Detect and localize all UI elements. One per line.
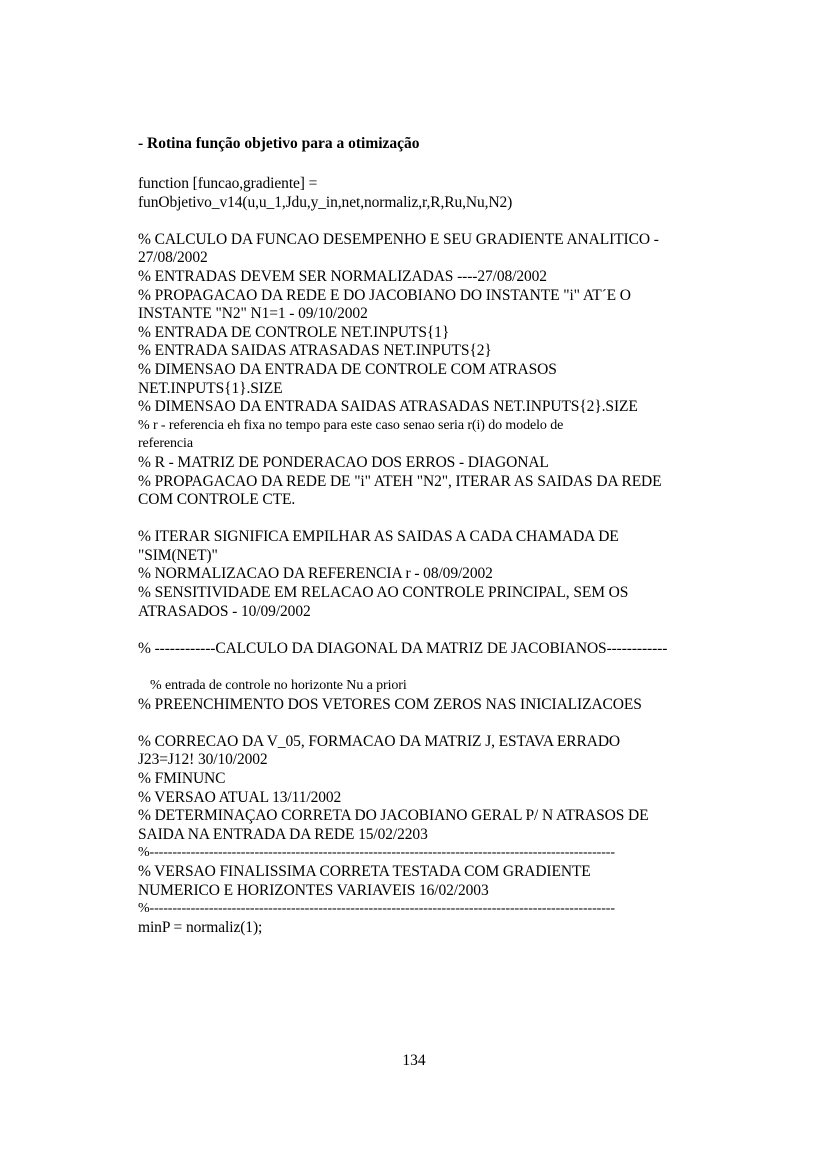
comment-line: % VERSAO FINALISSIMA CORRETA TESTADA COM GRADIENTE xyxy=(138,862,591,880)
comment-line: % FMINUNC xyxy=(138,770,226,787)
comment-line: % CORRECAO DA V_05, FORMACAO DA MATRIZ J, ESTAVA ERRADO xyxy=(138,732,621,750)
comment-line: % CALCULO DA FUNCAO DESEMPENHO E SEU GRADIENTE ANALITICO - xyxy=(138,230,659,248)
comment-line: % NORMALIZACAO DA REFERENCIA r - 08/09/2002 xyxy=(138,565,493,583)
comment-line: SAIDA NA ENTRADA DA REDE 15/02/2203 xyxy=(138,825,428,843)
comment-line: % PREENCHIMENTO DOS VETORES COM ZEROS NAS INICIALIZACOES xyxy=(138,695,642,713)
comment-line: % DETERMINAÇAO CORRETA DO JACOBIANO GERAL P/ N ATRASOS DE xyxy=(138,807,649,825)
comment-line: % DIMENSAO DA ENTRADA DE CONTROLE COM ATRASOS xyxy=(138,360,557,378)
blank-line xyxy=(138,714,738,733)
section-heading: - Rotina função objetivo para a otimização xyxy=(138,135,420,152)
dashed-separator-comment: %------------------------------------------------------------------------------------------------------ xyxy=(138,901,615,917)
comment-line: % PROPAGACAO DA REDE DE "i" ATEH "N2", ITERAR AS SAIDAS DA REDE xyxy=(138,472,662,490)
blank-line xyxy=(138,212,738,231)
comment-line: referencia xyxy=(138,436,193,452)
code-line: minP = normaliz(1); xyxy=(138,918,263,936)
comment-line: J23=J12! 30/10/2002 xyxy=(138,751,268,769)
function-signature-line-2: funObjetivo_v14(u,u_1,Jdu,y_in,net,normaliz,r,R,Ru,Nu,N2) xyxy=(138,193,513,211)
comment-line: % ENTRADA DE CONTROLE NET.INPUTS{1} xyxy=(138,323,450,341)
dashed-separator-comment: %------------------------------------------------------------------------------------------------------ xyxy=(138,845,615,861)
comment-line: % R - MATRIZ DE PONDERACAO DOS ERROS - DIAGONAL xyxy=(138,453,549,471)
comment-line: ATRASADOS - 10/09/2002 xyxy=(138,602,311,620)
page-content xyxy=(138,134,738,937)
page-number: 134 xyxy=(402,1052,426,1069)
comment-line: NET.INPUTS{1}.SIZE xyxy=(138,379,283,397)
note-comment: % entrada de controle no horizonte Nu a priori xyxy=(150,678,407,694)
comment-line: NUMERICO E HORIZONTES VARIAVEIS 16/02/2003 xyxy=(138,881,489,899)
blank-line xyxy=(138,621,738,640)
blank-line xyxy=(138,658,738,677)
comment-line: % ENTRADAS DEVEM SER NORMALIZADAS ----27/08/2002 xyxy=(138,267,547,285)
comment-line: % DIMENSAO DA ENTRADA SAIDAS ATRASADAS NET.INPUTS{2}.SIZE xyxy=(138,398,638,416)
comment-line: 27/08/2002 xyxy=(138,249,208,267)
comment-line: INSTANTE "N2" N1=1 - 09/10/2002 xyxy=(138,305,368,323)
comment-line: % PROPAGACAO DA REDE E DO JACOBIANO DO INSTANTE "i" AT´E O xyxy=(138,286,631,304)
comment-line: % VERSAO ATUAL 13/11/2002 xyxy=(138,788,342,806)
comment-line: "SIM(NET)" xyxy=(138,546,218,564)
section-divider-comment: % ------------CALCULO DA DIAGONAL DA MATRIZ DE JACOBIANOS------------ xyxy=(138,639,668,657)
comment-line: % SENSITIVIDADE EM RELACAO AO CONTROLE PRINCIPAL, SEM OS xyxy=(138,584,629,602)
comment-line: COM CONTROLE CTE. xyxy=(138,491,296,509)
comment-line: % ITERAR SIGNIFICA EMPILHAR AS SAIDAS A CADA CHAMADA DE xyxy=(138,528,619,546)
comment-line: % r - referencia eh fixa no tempo para este caso senao seria r(i) do modelo de xyxy=(138,417,564,433)
blank-line xyxy=(138,510,738,529)
function-signature-line-1: function [funcao,gradiente] = xyxy=(138,175,318,192)
comment-line: % ENTRADA SAIDAS ATRASADAS NET.INPUTS{2} xyxy=(138,342,492,360)
